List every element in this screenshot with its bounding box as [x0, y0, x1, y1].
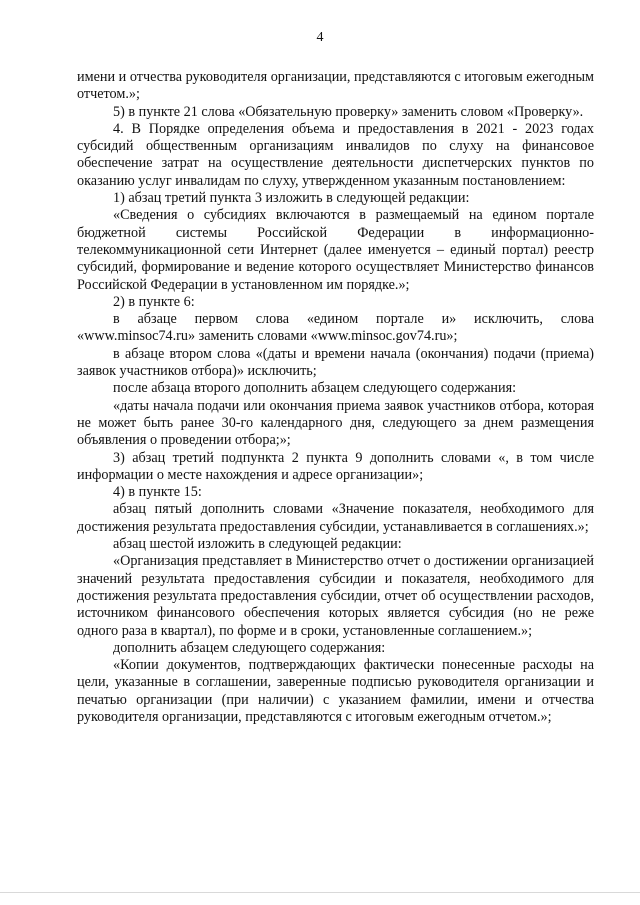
paragraph: «даты начала подачи или окончания приема заявок участников отбора, которая не может быть ранее 30-го календарного дня, следующего за днем размещения объявления о проведении отбора;»;: [77, 397, 594, 449]
paragraph: дополнить абзацем следующего содержания:: [113, 639, 386, 656]
paragraph: 4) в пункте 15:: [113, 484, 202, 501]
paragraph: 1) абзац третий пункта 3 изложить в следующей редакции:: [113, 190, 470, 207]
paragraph: в абзаце первом слова «едином портале и» исключить, слова «www.minsoc74.ru» заменить словами «www.minsoc.gov74.ru»;: [77, 311, 594, 345]
page-number: 4: [316, 30, 324, 45]
paragraph: «Сведения о субсидиях включаются в размещаемый на едином портале бюджетной системы Российской Федерации в информационно-телекоммуникационной сети Интернет (далее именуется – единый портал) реестр субсидий, формирование и ведение которого осуществляет Министерство финансов Российской Федерации в установленном им порядке.»;: [77, 207, 594, 293]
document-body: [77, 69, 594, 726]
scan-edge-line: [0, 892, 640, 893]
paragraph: имени и отчества руководителя организации, представляются с итоговым ежегодным отчетом.»;: [77, 69, 594, 103]
paragraph: абзац пятый дополнить словами «Значение показателя, необходимого для достижения результата предоставления субсидии, устанавливается в соглашениях.»;: [77, 501, 594, 535]
paragraph: 5) в пункте 21 слова «Обязательную проверку» заменить словом «Проверку».: [113, 103, 584, 120]
paragraph: 2) в пункте 6:: [113, 293, 195, 310]
paragraph: «Организация представляет в Министерство отчет о достижении организацией значений результата предоставления субсидии и показателя, необходимого для достижения результата предоставления субсидии, отчет об осуществлении расходов, источником финансового обеспечения которых является субсидия (но не реже одного раза в квартал), по форме и в сроки, установленные соглашением.»;: [77, 553, 594, 639]
paragraph: 3) абзац третий подпункта 2 пункта 9 дополнить словами «, в том числе информации о месте нахождения и адресе организации»;: [77, 449, 594, 483]
paragraph: в абзаце втором слова «(даты и времени начала (окончания) подачи (приема) заявок участников отбора)» исключить;: [77, 345, 594, 380]
paragraph: 4. В Порядке определения объема и предоставления в 2021 - 2023 годах субсидий общественным организациям инвалидов по слуху на финансовое обеспечение затрат на осуществление деятельности диспетчерских пунктов по оказанию услуг инвалидам по слуху, утвержденном указанным постановлением:: [77, 120, 594, 189]
paragraph: после абзаца второго дополнить абзацем следующего содержания:: [113, 380, 517, 397]
paragraph: абзац шестой изложить в следующей редакции:: [113, 536, 402, 553]
paragraph: «Копии документов, подтверждающих фактически понесенные расходы на цели, указанные в соглашении, заверенные подписью руководителя организации и печатью организации (при наличии) с указанием фамилии, имени и отчества руководителя организации, представляются с итоговым ежегодным отчетом.»;: [77, 657, 594, 725]
